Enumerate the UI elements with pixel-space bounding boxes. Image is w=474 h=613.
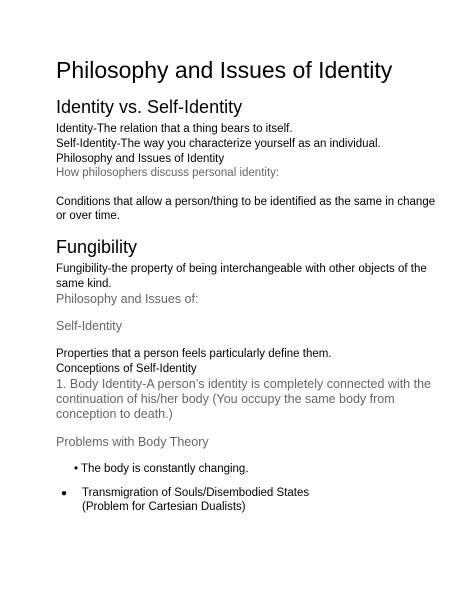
properties-text: Properties that a person feels particularly define them. bbox=[56, 348, 332, 360]
subtitle-text: Philosophy and Issues of Identity bbox=[56, 153, 225, 165]
bullet-icon: • bbox=[74, 463, 79, 475]
conceptions-text: Conceptions of Self-Identity bbox=[56, 363, 197, 375]
body-identity-line-1: 1. Body Identity-A person’s identity is completely connected with the bbox=[56, 377, 431, 391]
problems-heading: Problems with Body Theory bbox=[56, 435, 209, 449]
list-item-text-2: (Problem for Cartesian Dualists) bbox=[82, 501, 246, 513]
self-identity-heading: Self-Identity bbox=[56, 319, 123, 333]
page-title: Philosophy and Issues of Identity bbox=[56, 57, 393, 83]
fungibility-def-line-2: same kind. bbox=[56, 278, 112, 290]
list-item-text-1: Transmigration of Souls/Disembodied States bbox=[82, 487, 310, 499]
conditions-line-2: or over time. bbox=[56, 210, 120, 222]
fungibility-def-line-1: Fungibility-the property of being interchangeable with other objects of the bbox=[56, 263, 427, 275]
section-heading-fungibility: Fungibility bbox=[56, 237, 138, 257]
bullet-text: The body is constantly changing. bbox=[81, 463, 249, 475]
body-identity-line-2: continuation of his/her body (You occupy the same body from bbox=[56, 392, 395, 406]
gray-subheading-2: Philosophy and Issues of: bbox=[56, 292, 199, 306]
conditions-line-1: Conditions that allow a person/thing to be identified as the same in change bbox=[56, 196, 436, 208]
identity-definition: Identity-The relation that a thing bears to itself. bbox=[56, 123, 293, 135]
body-identity-line-3: conception to death.) bbox=[56, 407, 173, 421]
bullet-dot-icon: ● bbox=[61, 488, 68, 499]
gray-subheading: How philosophers discuss personal identity: bbox=[56, 167, 280, 179]
list-item bbox=[74, 462, 249, 477]
section-heading-identity: Identity vs. Self-Identity bbox=[56, 97, 243, 117]
self-identity-definition: Self-Identity-The way you characterize yourself as an individual. bbox=[56, 138, 381, 150]
